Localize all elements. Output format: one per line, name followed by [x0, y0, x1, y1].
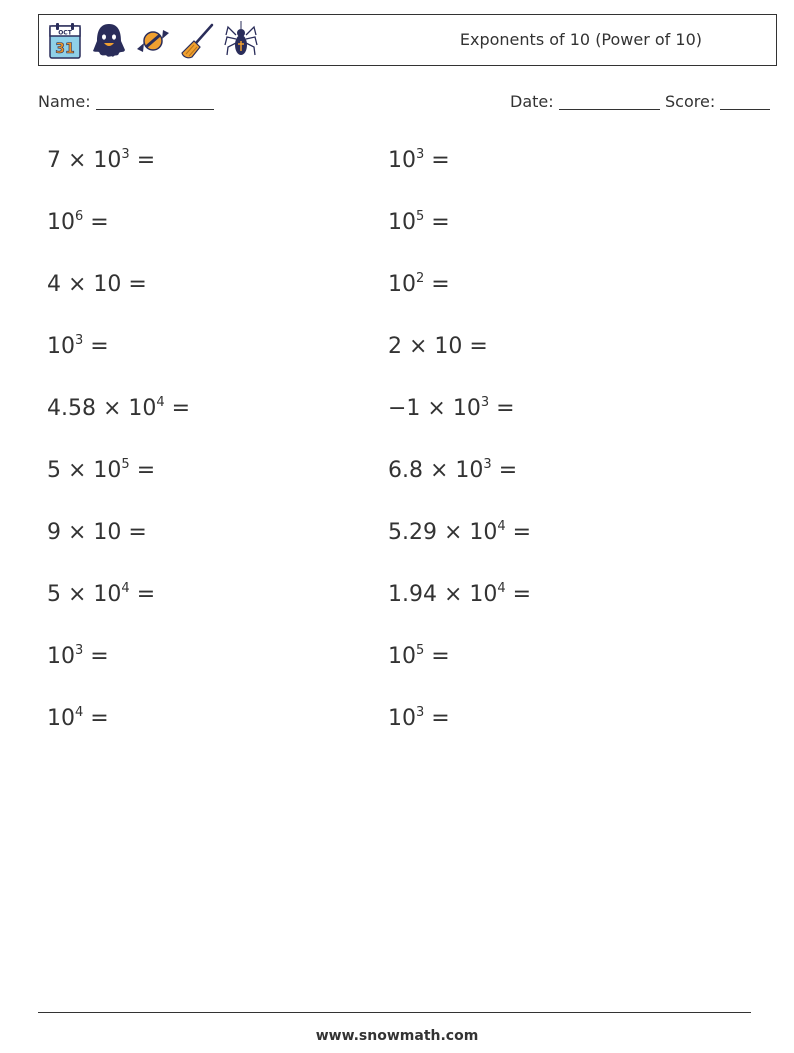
worksheet-title: Exponents of 10 (Power of 10): [459, 30, 702, 49]
problem-3: [47, 208, 109, 238]
problem-coefficient: 2 ×: [388, 334, 435, 359]
problem-base: 10: [93, 582, 122, 607]
problem-exponent: 4: [497, 581, 506, 596]
problem-equals: =: [424, 706, 450, 731]
problem-base: 10: [93, 458, 122, 483]
date-field[interactable]: [510, 92, 660, 111]
problem-base: 10: [47, 644, 75, 669]
problem-12: [388, 456, 517, 486]
problem-8: [388, 332, 488, 362]
problem-equals: =: [83, 644, 109, 669]
problem-base: 10: [93, 272, 122, 297]
problem-base: 10: [452, 396, 481, 421]
worksheet-header: [38, 14, 777, 66]
problem-equals: =: [489, 396, 515, 421]
problem-coefficient: 1.94 ×: [388, 582, 470, 607]
problem-coefficient: 5 ×: [47, 458, 94, 483]
calendar-month: OCT: [58, 29, 72, 37]
problem-equals: =: [424, 210, 450, 235]
problem-coefficient: −1 ×: [388, 396, 453, 421]
problem-coefficient: 4 ×: [47, 272, 94, 297]
footer-website: www.snowmath.com: [315, 1028, 479, 1044]
problem-equals: =: [83, 334, 109, 359]
problem-exponent: 4: [497, 519, 506, 534]
problem-base: 10: [128, 396, 157, 421]
date-blank[interactable]: [559, 93, 660, 110]
problem-equals: =: [121, 272, 147, 297]
problem-base: 10: [388, 272, 416, 297]
problem-13: [47, 518, 147, 548]
problem-base: 10: [388, 706, 416, 731]
problem-equals: =: [83, 210, 109, 235]
problem-base: 10: [455, 458, 484, 483]
name-blank[interactable]: [96, 93, 214, 110]
problem-18: [388, 642, 450, 672]
problem-17: [47, 642, 109, 672]
score-blank[interactable]: [720, 93, 770, 110]
broom-icon: [178, 21, 216, 61]
spider-icon: [222, 21, 260, 61]
problem-equals: =: [505, 520, 532, 545]
problem-exponent: 3: [121, 147, 130, 162]
problem-4: [388, 208, 450, 238]
problem-equals: =: [462, 334, 488, 359]
problem-equals: =: [424, 272, 450, 297]
problem-equals: =: [164, 396, 191, 421]
problem-exponent: 3: [75, 333, 84, 348]
problem-coefficient: 5 ×: [47, 582, 94, 607]
problem-2: [388, 146, 450, 176]
score-field[interactable]: [665, 92, 770, 111]
problem-11: [47, 456, 155, 486]
date-label: Date:: [510, 92, 554, 111]
problem-base: 10: [93, 520, 122, 545]
problem-exponent: 3: [416, 147, 425, 162]
problem-equals: =: [129, 582, 156, 607]
problem-equals: =: [424, 644, 450, 669]
problem-base: 10: [93, 148, 122, 173]
candy-icon: [134, 21, 172, 61]
problem-exponent: 5: [121, 457, 130, 472]
icon-strip: [46, 20, 260, 62]
problem-exponent: 6: [75, 209, 84, 224]
problem-base: 10: [388, 644, 416, 669]
name-field[interactable]: [38, 92, 214, 111]
problem-exponent: 4: [156, 395, 165, 410]
problem-20: [388, 704, 450, 734]
problem-10: [388, 394, 515, 424]
problem-5: [47, 270, 147, 300]
problem-equals: =: [129, 458, 156, 483]
problem-base: 10: [469, 582, 498, 607]
calendar-icon: [46, 21, 84, 61]
problem-equals: =: [83, 706, 109, 731]
problem-exponent: 4: [75, 705, 84, 720]
problem-base: 10: [47, 706, 75, 731]
problem-base: 10: [469, 520, 498, 545]
problem-base: 10: [388, 210, 416, 235]
problem-equals: =: [505, 582, 532, 607]
problem-coefficient: 4.58 ×: [47, 396, 129, 421]
ghost-icon: [90, 21, 128, 61]
score-label: Score:: [665, 92, 716, 111]
problem-15: [47, 580, 155, 610]
problem-exponent: 3: [416, 705, 425, 720]
problem-coefficient: 7 ×: [47, 148, 94, 173]
problem-9: [47, 394, 190, 424]
problem-exponent: 3: [75, 643, 84, 658]
problem-base: 10: [47, 210, 75, 235]
problem-base: 10: [388, 148, 416, 173]
calendar-day: 31: [55, 41, 75, 57]
problem-equals: =: [424, 148, 450, 173]
name-label: Name:: [38, 92, 91, 111]
problem-base: 10: [434, 334, 463, 359]
problem-equals: =: [129, 148, 156, 173]
problem-coefficient: 5.29 ×: [388, 520, 470, 545]
problem-6: [388, 270, 450, 300]
problem-14: [388, 518, 531, 548]
problem-coefficient: 6.8 ×: [388, 458, 456, 483]
problem-1: [47, 146, 155, 176]
problem-7: [47, 332, 109, 362]
problem-exponent: 3: [480, 395, 490, 410]
problem-19: [47, 704, 109, 734]
problem-16: [388, 580, 531, 610]
problem-base: 10: [47, 334, 75, 359]
problem-equals: =: [491, 458, 518, 483]
problem-exponent: 2: [416, 271, 425, 286]
problem-exponent: 5: [416, 643, 425, 658]
problem-coefficient: 9 ×: [47, 520, 94, 545]
footer-divider: [38, 1012, 751, 1013]
problem-exponent: 5: [416, 209, 425, 224]
problem-exponent: 4: [121, 581, 130, 596]
problem-equals: =: [121, 520, 147, 545]
problem-exponent: 3: [483, 457, 492, 472]
